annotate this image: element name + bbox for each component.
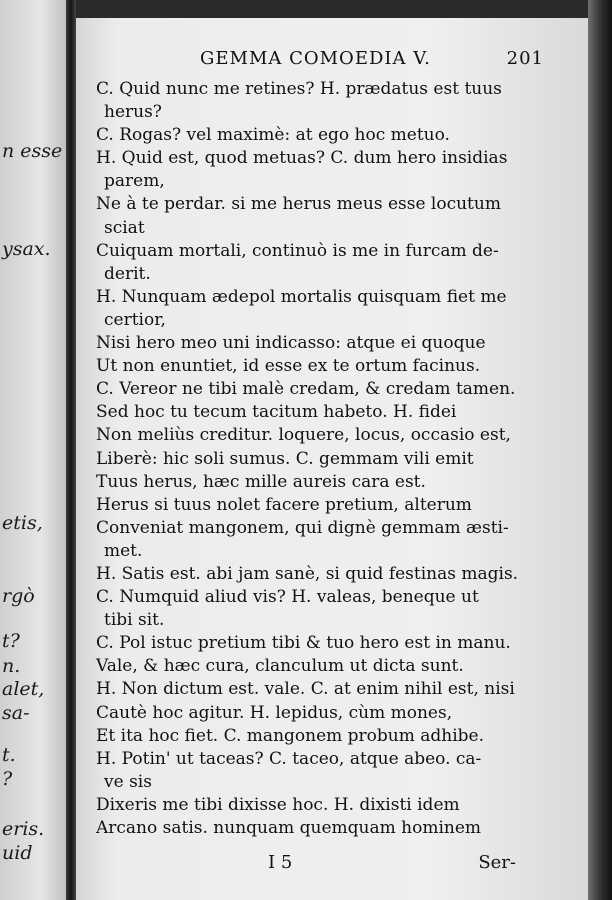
left-page-fragment: eris. [2,818,45,840]
running-title: GEMMA COMOEDIA V. [200,48,431,69]
text-line: certior, [104,309,166,330]
left-page-fragment: etis, [2,512,43,534]
text-line: Arcano satis. nunquam quemquam hominem [96,818,482,838]
left-page-fragment: rgò [2,585,35,607]
left-page-fragment: uid [2,842,33,864]
book-gutter [66,0,76,900]
left-page-fragment: t. [2,744,16,766]
text-line: Et ita hoc fiet. C. mangonem probum adhibe. [96,725,485,746]
text-line: derit. [104,263,151,284]
play-text [96,78,526,840]
left-page-fragment: t? [2,630,20,652]
text-line: Non meliùs creditur. loquere, locus, occasio est, [96,425,511,446]
text-line: sciat [104,217,145,238]
left-page-fragment: n. [2,655,21,677]
text-line: Vale, & hæc cura, clanculum ut dicta sunt. [96,656,464,677]
text-line: Ut non enuntiet, id esse ex te ortum facinus. [96,356,481,377]
text-line: Conveniat mangonem, qui dignè gemmam æsti- [96,517,509,538]
text-line: herus? [104,102,162,123]
signature-mark: I 5 [268,852,293,873]
text-line: H. Potin' ut taceas? C. taceo, atque abeo. ca- [96,748,482,769]
text-line: Sed hoc tu tecum tacitum habeto. H. fidei [96,402,457,423]
text-line: Dixeris me tibi dixisse hoc. H. dixisti idem [96,794,460,815]
text-line: Nisi hero meo uni indicasso: atque ei quoque [96,333,486,354]
text-line: Cuiquam mortali, continuò is me in furcam de- [96,240,499,261]
text-line: tibi sit. [104,610,165,631]
left-page-fragment: ysax. [2,238,51,260]
left-page [0,0,68,900]
text-line: H. Quid est, quod metuas? C. dum hero insidias [96,148,508,169]
left-page-fragment: ? [2,768,13,790]
text-line: Cautè hoc agitur. H. lepidus, cùm mones, [96,702,453,723]
text-line: C. Rogas? vel maximè: at ego hoc metuo. [96,125,450,146]
text-line: ve sis [104,771,152,792]
text-line: Ne à te perdar. si me herus meus esse locutum [96,194,501,215]
page-number: 201 [506,48,544,69]
text-line: Tuus herus, hæc mille aureis cara est. [96,471,426,492]
text-line: C. Pol istuc pretium tibi & tuo hero est in manu. [96,633,511,654]
page-edge [588,0,612,900]
text-line: Liberè: hic soli sumus. C. gemmam vili emit [96,448,474,469]
text-line: C. Numquid aliud vis? H. valeas, beneque ut [96,587,479,608]
left-page-fragment: n esse [2,140,63,162]
text-line: met. [104,540,143,561]
text-line: H. Nunquam ædepol mortalis quisquam fiet me [96,286,507,307]
text-line: parem, [104,171,165,192]
left-page-fragment: sa- [2,702,30,724]
left-page-fragment: alet, [2,678,45,700]
text-line: Herus si tuus nolet facere pretium, alterum [96,494,472,515]
text-line: C. Vereor ne tibi malè credam, & credam tamen. [96,379,516,400]
page-header [124,48,544,78]
text-line: C. Quid nunc me retines? H. prædatus est tuus [96,79,502,99]
catchword: Ser- [478,852,516,873]
page-footer [96,852,516,878]
text-line: H. Satis est. abi jam sanè, si quid festinas magis. [96,563,519,584]
text-line: H. Non dictum est. vale. C. at enim nihil est, nisi [96,679,515,700]
